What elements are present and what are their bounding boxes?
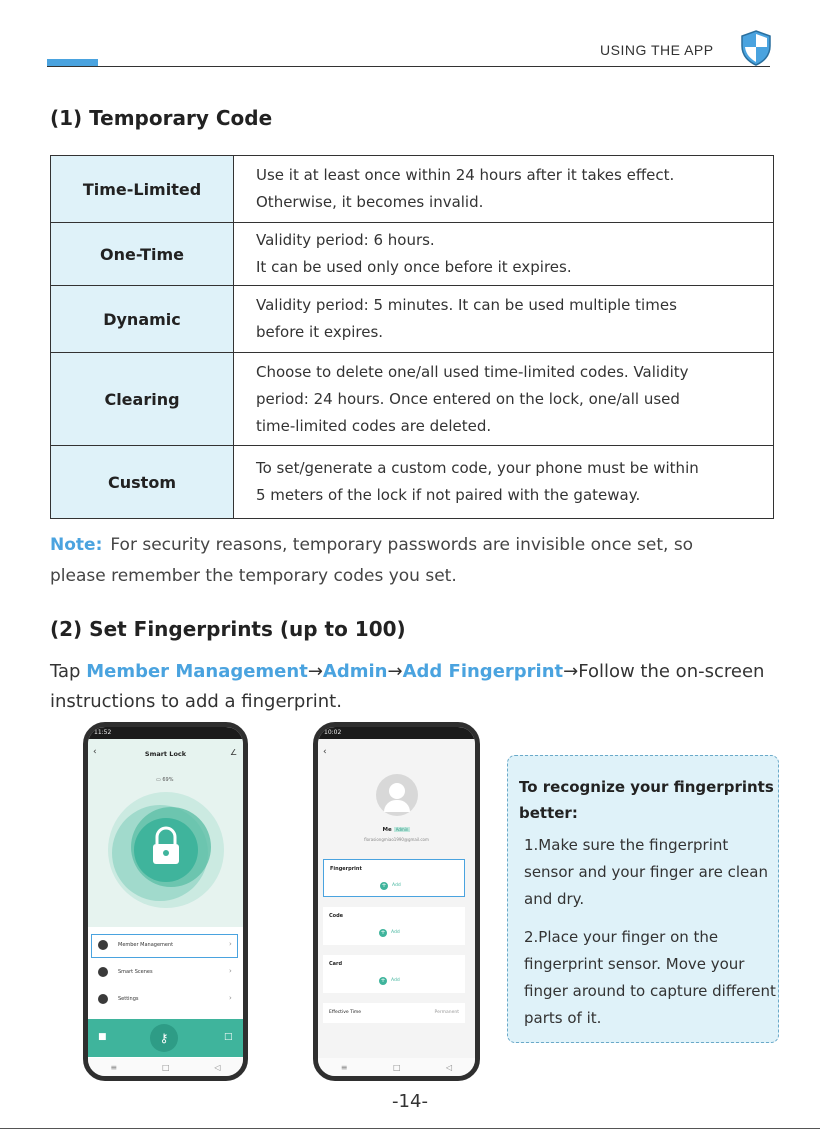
shield-icon [740, 30, 772, 66]
card-section[interactable] [323, 955, 465, 993]
add-icon: + [380, 929, 386, 936]
app-title: Smart Lock [144, 750, 187, 758]
effective-time-label: Effective Time [329, 1010, 362, 1015]
row-key: Custom [51, 446, 234, 519]
row-value: To set/generate a custom code, your phone must be within 5 meters of the lock if not paired with the gateway. [234, 446, 774, 519]
row-value: Choose to delete one/all used time-limited codes. Validity period: 24 hours. Once entered on the lock, one/all used time-limited codes are deleted. [234, 353, 774, 446]
menu-item-settings[interactable]: Settings [118, 996, 139, 1002]
row-key: Dynamic [51, 286, 234, 353]
path-admin: Admin [322, 661, 388, 682]
table-row [51, 156, 774, 223]
chevron-right-icon: › [229, 940, 232, 948]
status-bar: 10:02 [318, 727, 475, 739]
effective-time-row[interactable] [323, 1003, 465, 1023]
user-email: florasiongmiao1990@gmail.com [364, 837, 429, 842]
fingerprint-section[interactable] [323, 859, 465, 897]
header-rule [47, 66, 770, 67]
section-title-temporary-code: (1) Temporary Code [50, 106, 273, 130]
note-text: For security reasons, temporary passwords are invisible once set, so [110, 535, 694, 555]
add-code-button: Add [391, 930, 400, 935]
header-title: USING THE APP [600, 42, 714, 58]
security-note [50, 530, 780, 592]
row-key: Clearing [51, 353, 234, 446]
scenes-icon [98, 967, 108, 977]
row-key: Time-Limited [51, 156, 234, 223]
note-text-2: please remember the temporary codes you set. [50, 566, 457, 586]
path-member-management: Member Management [86, 661, 308, 682]
back-icon[interactable]: ‹ [93, 747, 97, 757]
battery-indicator: ▭ 69% [156, 777, 174, 783]
section-title-fingerprints: (2) Set Fingerprints (up to 100) [50, 617, 406, 641]
phone-screenshot-smart-lock [83, 722, 248, 1081]
path-add-fingerprint: Add Fingerprint [402, 661, 564, 682]
add-fingerprint-button: Add [392, 883, 401, 888]
chevron-right-icon: › [229, 994, 232, 1002]
android-nav-bar [88, 1058, 243, 1076]
avatar [376, 774, 418, 816]
page-number: -14- [392, 1091, 428, 1112]
effective-time-value: Permanent [434, 1010, 459, 1015]
settings-icon [98, 994, 108, 1004]
lock-closed-icon: ■ [98, 1032, 107, 1042]
code-section[interactable] [323, 907, 465, 945]
tip-2: 2.Place your finger on the fingerprint sensor. Move your finger around to capture different parts of it. [524, 928, 776, 1027]
back-nav-icon: ◁ [214, 1062, 221, 1072]
add-icon: + [380, 977, 386, 984]
key-icon[interactable]: ⚷ [150, 1024, 178, 1052]
add-card-button: Add [391, 978, 400, 983]
temporary-code-table [50, 155, 774, 519]
chevron-right-icon: › [229, 967, 232, 975]
member-icon [98, 940, 108, 950]
admin-badge: Admin [395, 827, 409, 832]
tip-1: 1.Make sure the fingerprint sensor and your finger are clean and dry. [524, 836, 768, 908]
status-bar: 11:52 [88, 727, 243, 739]
android-nav-bar [318, 1058, 475, 1076]
instructions-paragraph: Tap Member Management→Admin→Add Fingerprint→Follow the on-screen instructions to add a fingerprint. [50, 657, 790, 717]
footer-rule [0, 1128, 820, 1129]
table-row [51, 286, 774, 353]
back-nav-icon: ◁ [446, 1062, 453, 1072]
phone-screenshot-admin [313, 722, 480, 1081]
back-icon[interactable]: ‹ [323, 747, 327, 757]
fingerprint-tips-box [507, 755, 779, 1043]
menu-icon: ≡ [110, 1062, 118, 1072]
menu-item-member-management[interactable]: Member Management [118, 942, 174, 948]
instructions-line-2: instructions to add a fingerprint. [50, 691, 342, 712]
row-key: One-Time [51, 223, 234, 286]
fingerprint-label: Fingerprint [330, 866, 362, 872]
menu-item-smart-scenes[interactable]: Smart Scenes [118, 969, 153, 975]
row-value: Use it at least once within 24 hours after it takes effect. Otherwise, it becomes invalid. [234, 156, 774, 223]
row-value: Validity period: 5 minutes. It can be used multiple times before it expires. [234, 286, 774, 353]
note-label: Note: [50, 535, 103, 555]
table-row [51, 446, 774, 519]
header-accent-bar [47, 59, 98, 66]
lock-open-icon: □ [224, 1032, 233, 1042]
code-label: Code [329, 913, 344, 919]
home-icon: □ [392, 1062, 401, 1072]
row-value: Validity period: 6 hours. It can be used only once before it expires. [234, 223, 774, 286]
table-row [51, 223, 774, 286]
edit-icon[interactable]: ∠ [230, 748, 238, 757]
card-label: Card [329, 961, 343, 967]
tips-title: To recognize your fingerprints better: [519, 778, 774, 822]
home-icon: □ [161, 1062, 170, 1072]
add-icon: + [381, 882, 387, 889]
menu-icon: ≡ [340, 1062, 348, 1072]
lock-icon[interactable] [105, 789, 227, 911]
user-name: Me Admin [382, 827, 409, 833]
table-row [51, 353, 774, 446]
